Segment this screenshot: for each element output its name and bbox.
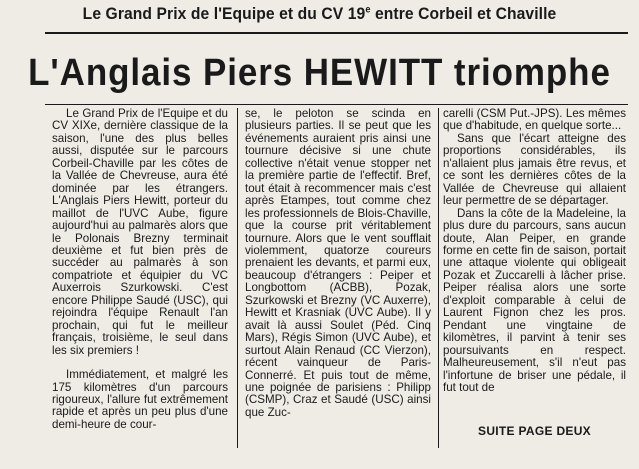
article-column-2 (245, 108, 431, 419)
paragraph: Dans la côte de la Madeleine, la plus dure du parcours, sans aucun doute, Alan Peiper, en grande forme en cette fin de saison, portait une attaque violente qui obligeait Pozak et Zuccarelli à lâcher prise. Peiper réalisa alors une sorte d'exploit comparable à celui de Laurent Fignon chez les pros. Pendant une vingtaine de kilomètres, il parvint à tenir ses poursuivants en respect. Malheureusement, s'il n'eut pas l'infortune de briser une pédale, il fut tout de (443, 206, 626, 394)
paragraph: se, le peloton se scinda en plusieurs parties. Il se peut que les événements auraient pris ainsi une tournure décisive si une chute collective n'était venue stopper net la première partie de l'effectif. Bref, tout était à recommencer mais c'est après Etampes, tout comme chez les professionnels de Blois-Chaville, que la course prit véritablement tournure. Alors que le vent soufflait violemment, quatorze coureurs prenaient les devants, et parmi eux, beaucoup d'étrangers : Peiper et Longbottom (ACBB), Pozak, Szurkowski et Brezny (VC Auxerre), Hewitt et Krasniak (UVC Aube). Il y avait là aussi Soulet (Péd. Cinq Mars), Régis Simon (UVC Aube), et surtout Alain Renaud (CC Vierzon), récent vainqueur de Paris-Connerré. Et puis tout de même, une poignée de parisiens : Philipp (CSMP), Craz et Saudé (USC) ainsi que Zuc- (245, 107, 431, 419)
kicker-superscript: e (365, 4, 371, 16)
kicker-main: Le Grand Prix de l'Equipe et du CV 19 (82, 4, 366, 23)
paragraph: Sans que l'écart atteigne des proportions considérables, ils n'allaient plus jamais être revus, et ce sont les dernières côtes de la Vallée de Chevreuse qui allaient leur permettre de se départager. (443, 131, 626, 208)
paragraph: carelli (CSM Put.-JPS). Les mêmes que d'habitude, en quelque sorte... (443, 107, 626, 133)
paragraph: Immédiatement, et malgré les 175 kilomètres d'un parcours rigoureux, l'allure fut extrêmement rapide et après un peu plus d'une demi-heure de cour- (52, 368, 228, 431)
kicker-headline (26, 4, 614, 26)
paragraph: Le Grand Prix de l'Equipe et du CV XIXe, dernière classique de la saison, l'une des plus belles aussi, disputée sur le parcours Corbeil-Chaville par les côtes de la Vallée de Chevreuse, aura été dominée par les étrangers. L'Anglais Piers Hewitt, porteur du maillot de l'UVC Aube, figure aujourd'hui au palmarès alors que le Polonais Brezny terminait deuxième et fut bien près de succéder au palmarès à son compatriote et équipier du VC Auxerrois Szurkowski. C'est encore Philippe Saudé (USC), qui rejoindra l'équipe Renault l'an prochain, qui fut le meilleur français, troisième, le seul dans les six premiers ! (52, 107, 228, 357)
article-column-3 (443, 108, 626, 394)
headline-rule (45, 104, 628, 105)
continued-on-page-label: SUITE PAGE DEUX (478, 424, 591, 438)
article-column-1 (52, 108, 228, 431)
top-rule (45, 32, 628, 34)
main-headline: L'Anglais Piers HEWITT triomphe (28, 52, 611, 94)
column-divider (237, 108, 238, 448)
column-divider (438, 108, 439, 448)
kicker-end: entre Corbeil et Chaville (370, 4, 557, 23)
